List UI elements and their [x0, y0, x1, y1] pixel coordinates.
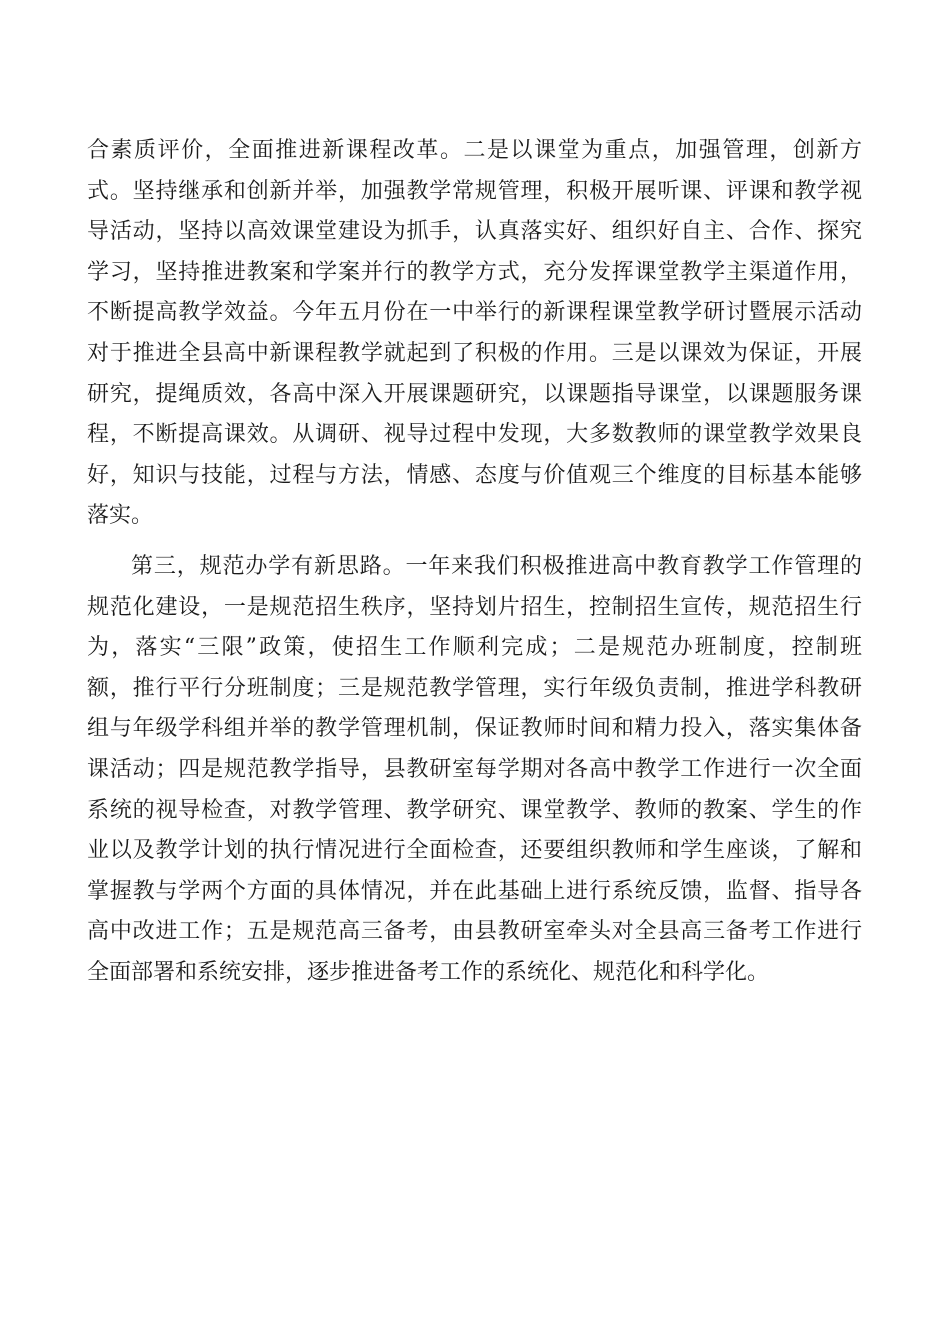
- paragraph-line: 程，不断提高课效。从调研、视导过程中发现，大多数教师的课堂教学效果良: [87, 422, 862, 448]
- paragraph-line: 系统的视导检查，对教学管理、教学研究、课堂教学、教师的教案、学生的作: [87, 797, 862, 823]
- paragraph-line: 对于推进全县高中新课程教学就起到了积极的作用。三是以课效为保证，开展: [87, 340, 862, 366]
- paragraph-line: 研究，提绳质效，各高中深入开展课题研究，以课题指导课堂，以课题服务课: [87, 381, 862, 407]
- paragraph-line: 高中改进工作；五是规范高三备考，由县教研室牵头对全县高三备考工作进行: [87, 919, 862, 945]
- paragraph-line: 为，落实“三限”政策，使招生工作顺利完成；二是规范办班制度，控制班: [87, 635, 862, 661]
- paragraph-spacer: [87, 537, 862, 547]
- paragraph-line: 业以及教学计划的执行情况进行全面检查，还要组织教师和学生座谈，了解和: [87, 838, 862, 864]
- document-body: [87, 131, 862, 993]
- paragraph-line: 合素质评价，全面推进新课程改革。二是以课堂为重点，加强管理，创新方: [87, 138, 862, 163]
- paragraph-2: [87, 547, 862, 994]
- paragraph-line: 第三，规范办学有新思路。一年来我们积极推进高中教育教学工作管理的: [131, 553, 862, 579]
- paragraph-line: 课活动；四是规范教学指导，县教研室每学期对各高中教学工作进行一次全面: [87, 756, 862, 782]
- paragraph-line: 学习，坚持推进教案和学案并行的教学方式，充分发挥课堂教学主渠道作用，: [87, 259, 862, 285]
- paragraph-1: [87, 131, 862, 537]
- paragraph-line: 规范化建设，一是规范招生秩序，坚持划片招生，控制招生宣传，规范招生行: [87, 594, 862, 620]
- paragraph-line: 导活动，坚持以高效课堂建设为抓手，认真落实好、组织好自主、合作、探究: [87, 219, 862, 245]
- paragraph-line: 落实。: [87, 503, 154, 529]
- paragraph-line: 全面部署和系统安排，逐步推进备考工作的系统化、规范化和科学化。: [87, 959, 770, 985]
- paragraph-line: 额，推行平行分班制度；三是规范教学管理，实行年级负责制，推进学科教研: [87, 675, 862, 701]
- paragraph-line: 好，知识与技能，过程与方法，情感、态度与价值观三个维度的目标基本能够: [87, 462, 862, 488]
- paragraph-line: 不断提高教学效益。今年五月份在一中举行的新课程课堂教学研讨暨展示活动: [87, 300, 862, 326]
- paragraph-line: 组与年级学科组并举的教学管理机制，保证教师时间和精力投入，落实集体备: [87, 716, 862, 742]
- paragraph-line: 式。坚持继承和创新并举，加强教学常规管理，积极开展听课、评课和教学视: [87, 178, 862, 204]
- paragraph-line: 掌握教与学两个方面的具体情况，并在此基础上进行系统反馈，监督、指导各: [87, 878, 862, 904]
